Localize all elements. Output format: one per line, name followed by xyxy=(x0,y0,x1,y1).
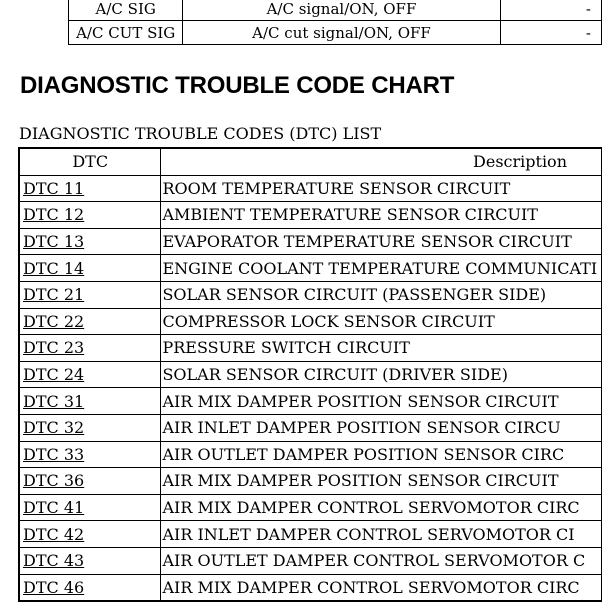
dtc-code-link[interactable]: DTC 41 xyxy=(23,498,85,518)
dtc-description: AIR OUTLET DAMPER POSITION SENSOR CIRC xyxy=(161,441,602,468)
dtc-code-link[interactable]: DTC 42 xyxy=(23,524,85,544)
dtc-description: SOLAR SENSOR CIRCUIT (DRIVER SIDE) xyxy=(161,361,602,388)
dtc-list-caption: DIAGNOSTIC TROUBLE CODES (DTC) LIST xyxy=(19,124,382,143)
dtc-description: AIR MIX DAMPER CONTROL SERVOMOTOR CIRC xyxy=(161,574,602,601)
column-header-description: Description xyxy=(161,148,602,175)
dtc-code-link[interactable]: DTC 13 xyxy=(23,232,85,252)
signal-table xyxy=(68,0,602,45)
dtc-description: AIR MIX DAMPER CONTROL SERVOMOTOR CIRC xyxy=(161,494,602,521)
dtc-code-link[interactable]: DTC 22 xyxy=(23,311,85,331)
signal-name: A/C SIG xyxy=(69,0,183,21)
dtc-description: SOLAR SENSOR CIRCUIT (PASSENGER SIDE) xyxy=(161,281,602,308)
table-row xyxy=(19,441,602,468)
table-row xyxy=(19,521,602,548)
dtc-code-link[interactable]: DTC 32 xyxy=(23,418,85,438)
dtc-code-link[interactable]: DTC 23 xyxy=(23,338,85,358)
dtc-description: PRESSURE SWITCH CIRCUIT xyxy=(161,335,602,362)
signal-value: - xyxy=(500,21,601,45)
dtc-table xyxy=(18,147,602,602)
dtc-code-link[interactable]: DTC 33 xyxy=(23,444,85,464)
dtc-code-link[interactable]: DTC 24 xyxy=(23,365,85,385)
table-row xyxy=(19,547,602,574)
table-row xyxy=(19,388,602,415)
dtc-description: AIR MIX DAMPER POSITION SENSOR CIRCUIT xyxy=(161,388,602,415)
dtc-description: ROOM TEMPERATURE SENSOR CIRCUIT xyxy=(161,175,602,202)
signal-name: A/C CUT SIG xyxy=(69,21,183,45)
dtc-code-link[interactable]: DTC 11 xyxy=(23,178,85,198)
dtc-description: ENGINE COOLANT TEMPERATURE COMMUNICATI xyxy=(161,255,602,282)
table-row xyxy=(19,228,602,255)
dtc-code-link[interactable]: DTC 43 xyxy=(23,551,85,571)
dtc-description: AIR INLET DAMPER CONTROL SERVOMOTOR CI xyxy=(161,521,602,548)
dtc-description: EVAPORATOR TEMPERATURE SENSOR CIRCUIT xyxy=(161,228,602,255)
dtc-description: AIR MIX DAMPER POSITION SENSOR CIRCUIT xyxy=(161,468,602,495)
table-row xyxy=(19,202,602,229)
dtc-code-link[interactable]: DTC 14 xyxy=(23,258,85,278)
dtc-description: AIR OUTLET DAMPER CONTROL SERVOMOTOR C xyxy=(161,547,602,574)
dtc-code-link[interactable]: DTC 21 xyxy=(23,285,85,305)
column-header-dtc: DTC xyxy=(19,148,161,175)
dtc-code-link[interactable]: DTC 31 xyxy=(23,391,85,411)
dtc-description: COMPRESSOR LOCK SENSOR CIRCUIT xyxy=(161,308,602,335)
section-heading: DIAGNOSTIC TROUBLE CODE CHART xyxy=(20,72,455,99)
signal-description: A/C cut signal/ON, OFF xyxy=(183,21,500,45)
table-row xyxy=(69,21,602,45)
dtc-code-link[interactable]: DTC 36 xyxy=(23,471,85,491)
signal-description: A/C signal/ON, OFF xyxy=(183,0,500,21)
table-row xyxy=(19,361,602,388)
table-row xyxy=(19,468,602,495)
table-row xyxy=(69,0,602,21)
table-row xyxy=(19,335,602,362)
dtc-code-link[interactable]: DTC 12 xyxy=(23,205,85,225)
table-row xyxy=(19,175,602,202)
table-header-row xyxy=(19,148,602,175)
signal-value: - xyxy=(500,0,601,21)
dtc-description: AMBIENT TEMPERATURE SENSOR CIRCUIT xyxy=(161,202,602,229)
table-row xyxy=(19,414,602,441)
table-row xyxy=(19,255,602,282)
table-row xyxy=(19,281,602,308)
table-row xyxy=(19,574,602,601)
dtc-description: AIR INLET DAMPER POSITION SENSOR CIRCU xyxy=(161,414,602,441)
table-row xyxy=(19,494,602,521)
table-row xyxy=(19,308,602,335)
dtc-code-link[interactable]: DTC 46 xyxy=(23,577,85,597)
